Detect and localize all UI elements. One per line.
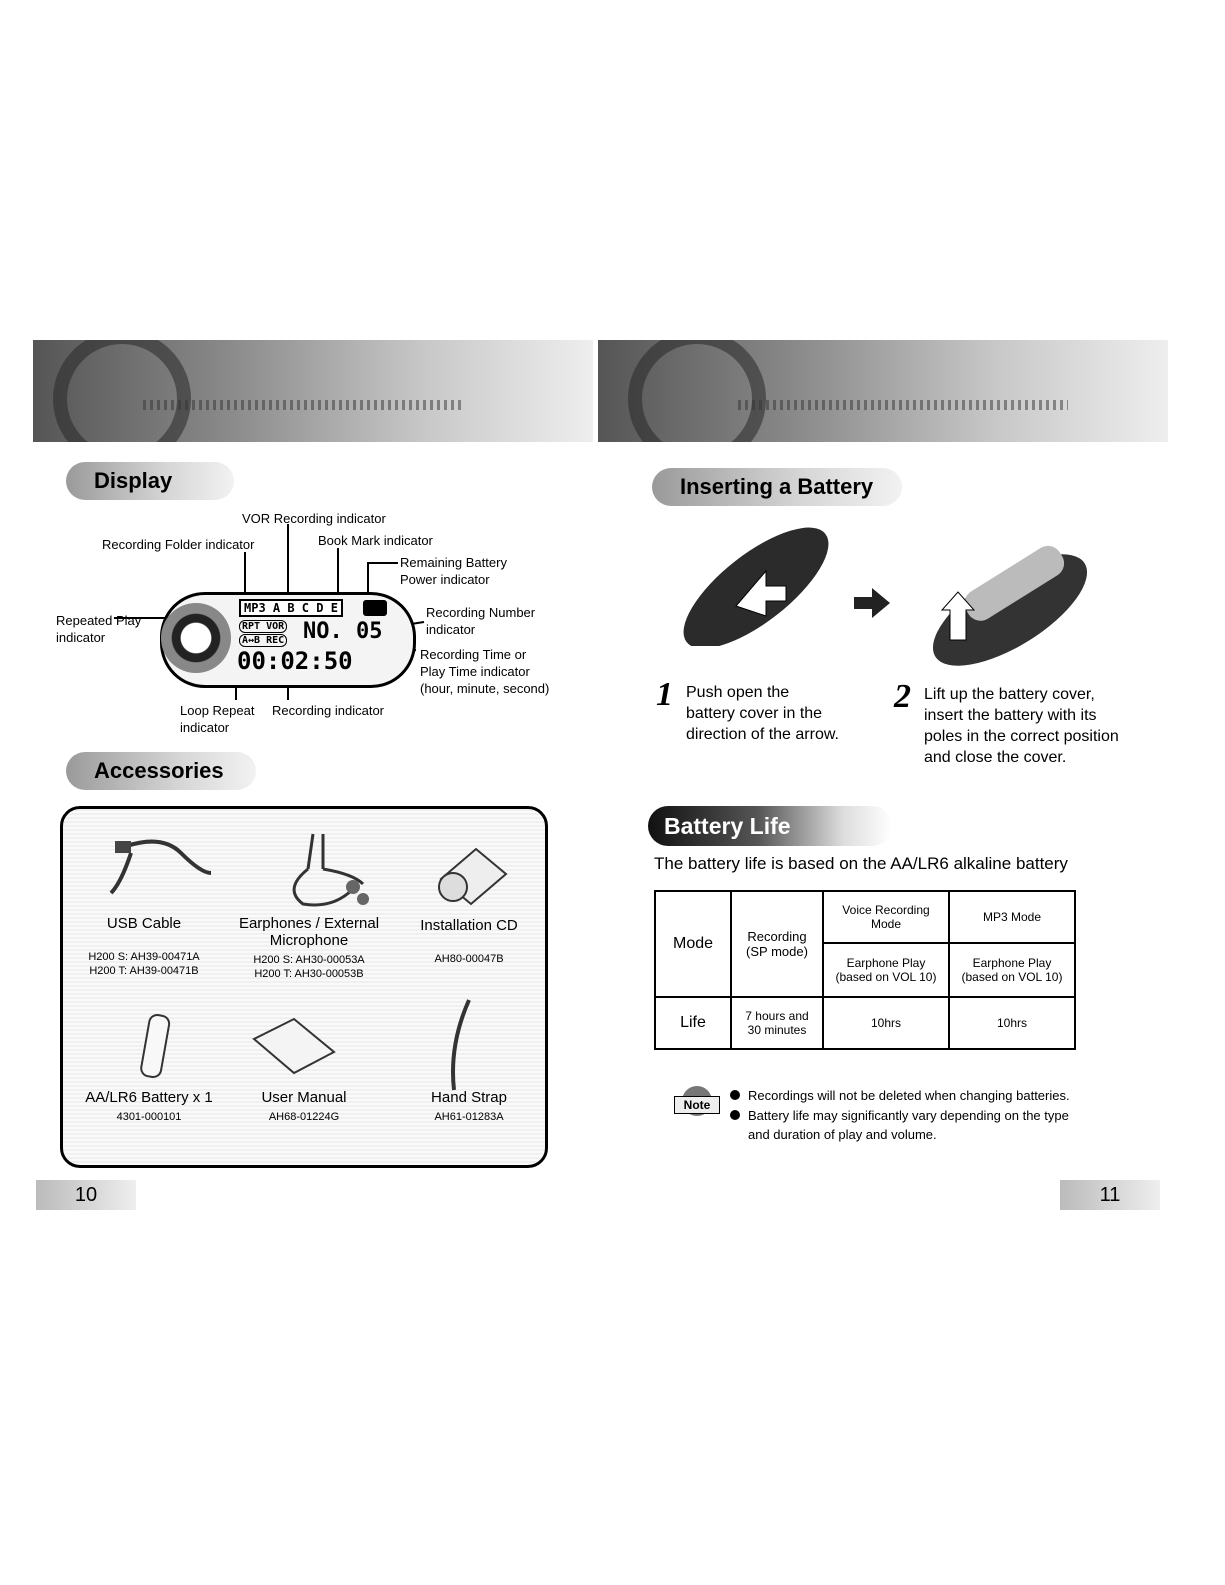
user-manual-icon [249,1017,339,1077]
battery-icon [133,1007,183,1087]
label-vor: VOR Recording indicator [242,511,386,526]
cell-life: Life [655,997,731,1049]
accessory-name: AA/LR6 Battery x 1 [85,1089,213,1106]
lcd-row-rpt: RPT VOR [239,620,287,633]
accessories-heading: Accessories [66,752,256,790]
cell-earphone-voice: Earphone Play (based on VOL 10) [823,943,949,997]
accessory-earphones [219,915,399,981]
battery-cover-open-illustration [666,526,846,646]
lcd-row-ab: A↔B REC [239,634,287,647]
cell-recording: Recording (SP mode) [731,891,823,997]
accessories-box [60,806,548,1168]
note-bullet-1 [730,1090,740,1100]
accessory-code: H200 S: AH30-00053A H200 T: AH30-00053B [253,954,365,980]
accessory-installation-cd [399,917,539,966]
step-1-text: Push open the battery cover in the direction of the arrow. [686,684,839,743]
label-repeated: Repeated Play indicator [56,613,142,645]
earphones-icon [263,829,383,909]
accessory-name: Hand Strap [431,1089,507,1106]
lcd-battery-icon [363,600,387,616]
accessory-battery [69,1089,229,1124]
note-item-1: Recordings will not be deleted when changing batteries. [748,1088,1070,1103]
repeat-dial-icon [161,603,231,673]
display-heading: Display [66,462,234,500]
inserting-battery-heading: Inserting a Battery [652,468,902,506]
battery-life-heading: Battery Life [648,806,892,846]
accessory-user-manual [229,1089,379,1124]
label-bookmark: Book Mark indicator [318,533,433,548]
step-2-number: 2 [894,678,911,715]
battery-insert-illustration [920,540,1100,670]
usb-cable-icon [101,833,221,903]
accessory-usb-cable [69,915,219,978]
accessory-code: AH68-01224G [268,1111,340,1123]
battery-life-table [654,890,1076,1050]
accessory-code: AH80-00047B [434,953,504,965]
cell-voice-mode: Voice Recording Mode [823,891,949,943]
lcd-recnum: NO. 05 [303,619,383,644]
note-bullet-2 [730,1110,740,1120]
label-folder: Recording Folder indicator [102,537,255,552]
label-recording: Recording indicator [272,703,385,718]
cell-mp3-mode: MP3 Mode [949,891,1075,943]
note-item-2: Battery life may significantly vary depending on the type and duration of play and volume. [748,1108,1069,1142]
cell-earphone-mp3: Earphone Play (based on VOL 10) [949,943,1075,997]
label-battery: Remaining Battery Power indicator [400,555,507,587]
accessory-name: Installation CD [420,917,518,934]
lcd-display [160,592,416,688]
cell-life-recording: 7 hours and 30 minutes [731,997,823,1049]
accessory-code: AH61-01283A [434,1111,504,1123]
cell-mode: Mode [655,891,731,997]
accessory-code: 4301-000101 [116,1111,182,1123]
step-2-text: Lift up the battery cover, insert the battery with its poles in the correct position and close the cover. [924,686,1119,766]
label-loop: Loop Repeat indicator [180,703,255,735]
step-1-number: 1 [656,676,673,713]
battery-life-intro: The battery life is based on the AA/LR6 alkaline battery [654,854,1068,873]
installation-cd-icon [431,839,511,909]
cell-life-mp3: 10hrs [949,997,1075,1049]
hand-strap-icon [439,995,479,1095]
accessory-name: USB Cable [106,915,182,932]
note-icon [674,1086,720,1122]
right-header-banner [598,340,1168,442]
arrow-right-icon [852,586,892,620]
accessory-hand-strap [399,1089,539,1124]
label-recnum: Recording Number indicator [426,605,536,637]
page-number-right: 11 [1060,1180,1160,1210]
accessory-name: User Manual [261,1089,347,1106]
accessory-name: Earphones / External Microphone [238,915,380,949]
lcd-row-mode: MP3 A B C D E [239,599,343,617]
cell-life-voice: 10hrs [823,997,949,1049]
lcd-time: 00:02:50 [237,647,353,675]
note-label: Note [674,1096,720,1114]
page-number-left: 10 [36,1180,136,1210]
label-rectime: Recording Time or Play Time indicator (hour, minute, second) [420,647,550,696]
accessory-code: H200 S: AH39-00471A H200 T: AH39-00471B [88,951,200,977]
